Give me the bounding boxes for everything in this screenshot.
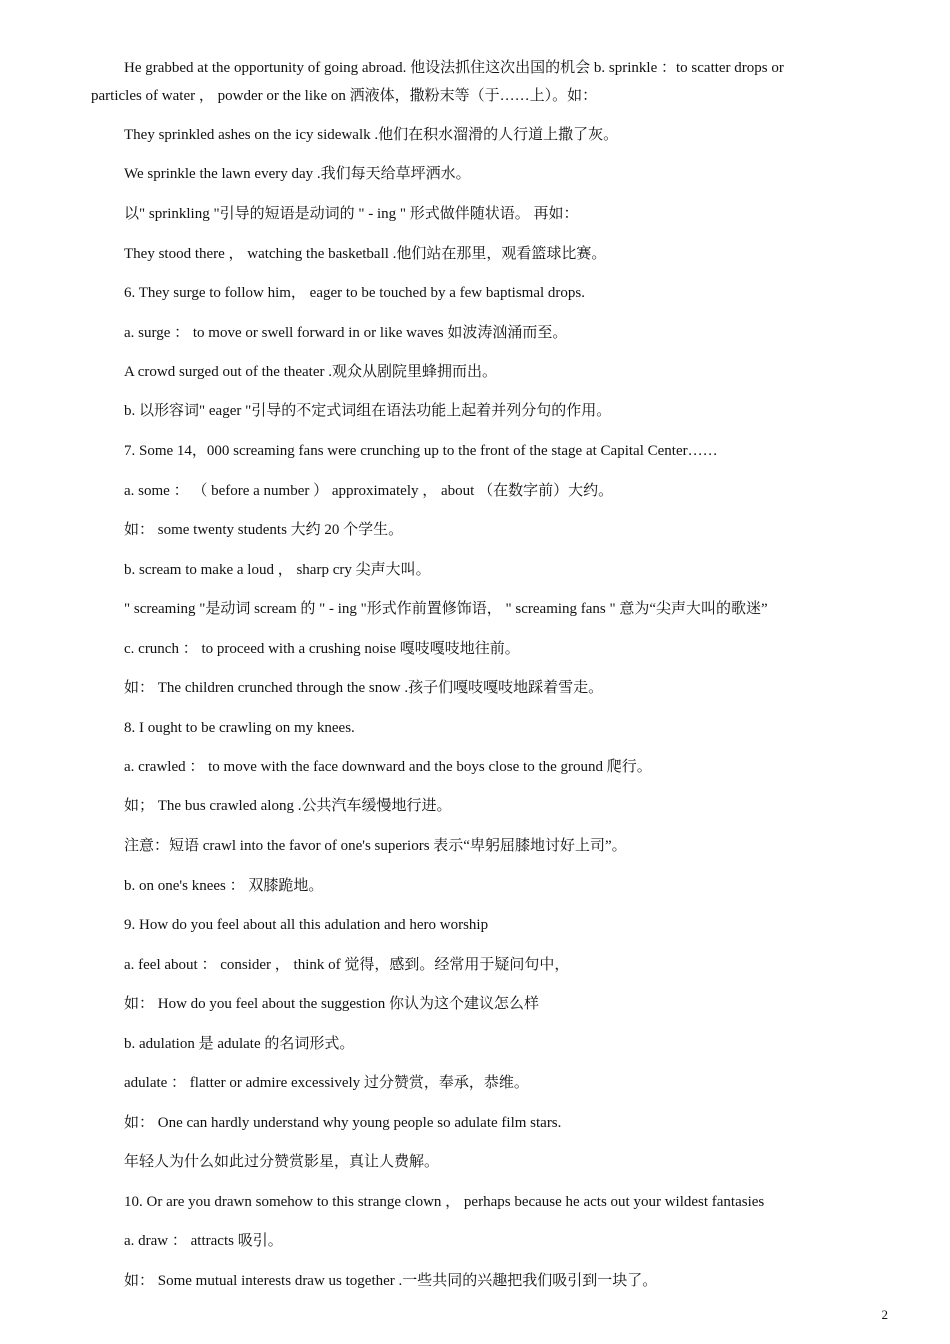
text-line: 如： The children crunched through the snow .孩子们嘎吱嘎吱地踩着雪走。: [124, 680, 604, 696]
text-line: " screaming "是动词 scream 的 " - ing "形式作前置修饰语， " screaming fans " 意为“尖声大叫的歌迷”: [124, 601, 768, 617]
text-line: particles of water ， powder or the like on 洒液体，撒粉末等（于……上）。如：: [91, 88, 598, 104]
text-line: 如； The bus crawled along .公共汽车缓慢地行进。: [124, 798, 452, 814]
text-line: 如： How do you feel about the suggestion 你认为这个建议怎么样: [124, 996, 539, 1012]
text-line: 注意：短语 crawl into the favor of one's superiors 表示“卑躬屈膝地讨好上司”。: [124, 838, 627, 854]
text-line: a. draw ： attracts 吸引。: [124, 1233, 283, 1249]
text-line: b. 以形容词" eager "引导的不定式词组在语法功能上起着并列分句的作用。: [124, 403, 612, 419]
text-line: We sprinkle the lawn every day .我们每天给草坪洒水。: [124, 166, 471, 182]
text-line: a. some ： （ before a number ） approximately ， about （在数字前）大约。: [124, 483, 614, 499]
text-line: He grabbed at the opportunity of going abroad. 他设法抓住这次出国的机会 b. sprinkle ：to scatter drops or: [124, 60, 784, 76]
page-number: 2: [881, 1307, 888, 1322]
text-line: c. crunch ： to proceed with a crushing noise 嘎吱嘎吱地往前。: [124, 641, 520, 657]
text-line: 如： Some mutual interests draw us together .一些共同的兴趣把我们吸引到一块了。: [124, 1273, 658, 1289]
text-line: 如： One can hardly understand why young people so adulate film stars.: [124, 1115, 562, 1131]
text-line: a. surge ： to move or swell forward in or like waves 如波涛汹涌而至。: [124, 325, 568, 341]
text-line: They stood there ， watching the basketball .他们站在那里，观看篮球比赛。: [124, 246, 607, 262]
text-line: They sprinkled ashes on the icy sidewalk .他们在积水溜滑的人行道上撒了灰。: [124, 127, 619, 143]
numbered-sentence: 9. How do you feel about all this adulation and hero worship: [124, 917, 489, 933]
text-line: 以" sprinkling "引导的短语是动词的 " - ing " 形式做伴随状语。 再如：: [124, 206, 579, 222]
text-line: b. scream to make a loud ， sharp cry 尖声大叫。: [124, 562, 431, 578]
text-line: A crowd surged out of the theater .观众从剧院里蜂拥而出。: [124, 364, 498, 380]
numbered-sentence: 6. They surge to follow him， eager to be touched by a few baptismal drops.: [124, 285, 586, 301]
text-line: a. feel about ： consider ， think of 觉得，感到。经常用于疑问句中，: [124, 957, 570, 973]
numbered-sentence: 10. Or are you drawn somehow to this strange clown ， perhaps because he acts out your wildest fantasies: [124, 1194, 765, 1210]
text-line: b. adulation 是 adulate 的名词形式。: [124, 1036, 355, 1052]
text-line: 如： some twenty students 大约 20 个学生。: [124, 522, 404, 538]
text-line: a. crawled ： to move with the face downward and the boys close to the ground 爬行。: [124, 759, 652, 775]
text-line: b. on one's knees ： 双膝跪地。: [124, 878, 324, 894]
text-line: adulate ： flatter or admire excessively 过分赞赏，奉承，恭维。: [124, 1075, 529, 1091]
text-line: 年轻人为什么如此过分赞赏影星，真让人费解。: [124, 1154, 440, 1170]
numbered-sentence: 7. Some 14，000 screaming fans were crunching up to the front of the stage at Capital Center……: [124, 443, 718, 459]
numbered-sentence: 8. I ought to be crawling on my knees.: [124, 720, 355, 736]
